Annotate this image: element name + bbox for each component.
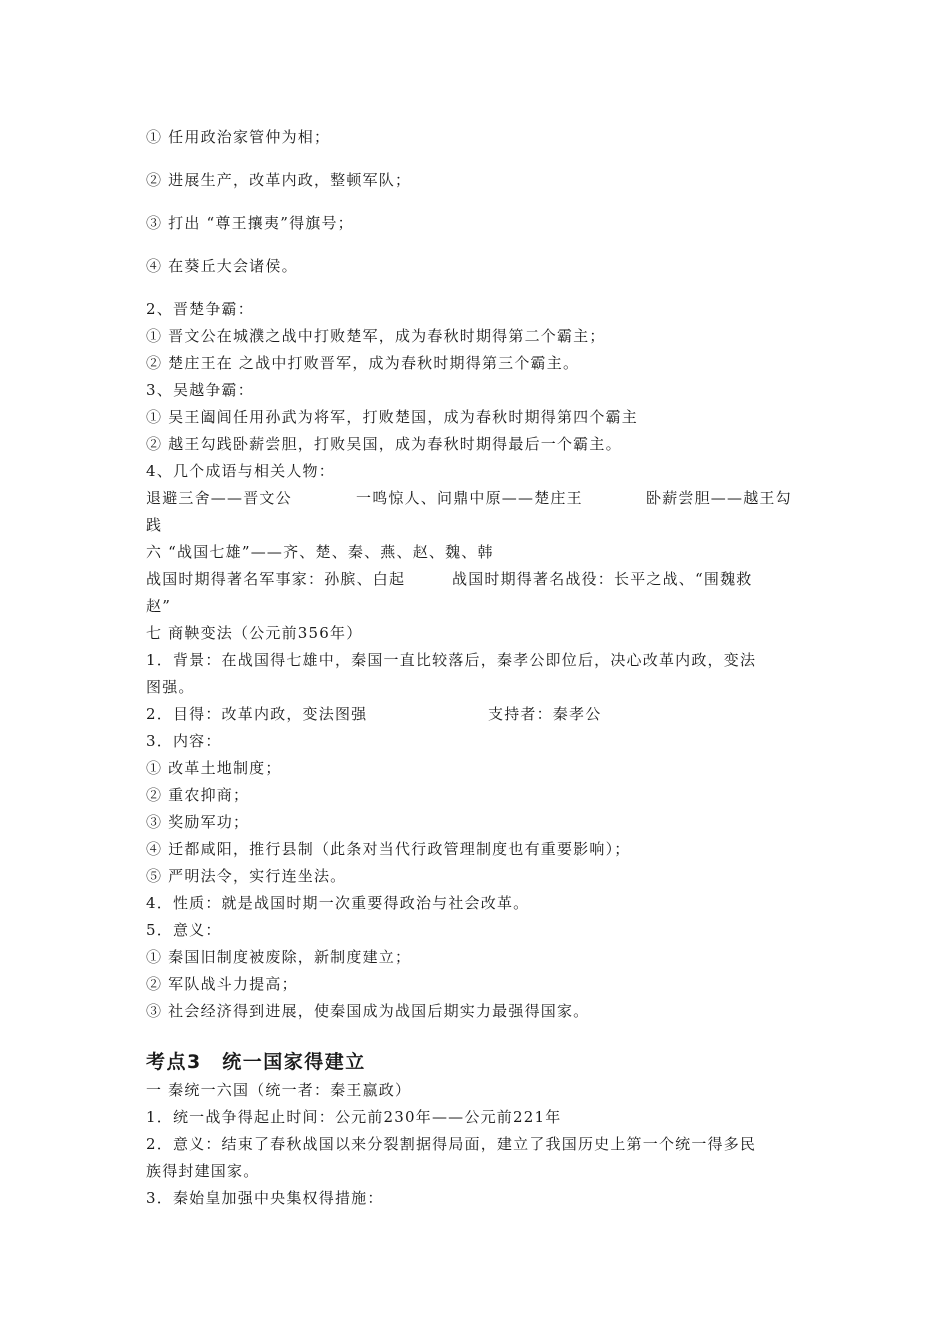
text-line: ④ 在葵丘大会诸侯。: [146, 257, 298, 275]
text-line: 4、几个成语与相关人物：: [146, 462, 335, 480]
famous-strategists: 战国时期得著名军事家：孙膑、白起: [146, 570, 406, 588]
idiom-jin: 退避三舍——晋文公: [146, 489, 292, 507]
text-line: 六 “战国七雄”——齐、楚、秦、燕、赵、魏、韩: [146, 543, 494, 561]
text-line: ① 任用政治家管仲为相；: [146, 128, 331, 146]
text-line: ⑤ 严明法令，实行连坐法。: [146, 867, 347, 885]
text-line: ③ 奖励军功；: [146, 813, 250, 831]
idioms-row: [146, 485, 826, 512]
text-line: ③ 社会经济得到进展，使秦国成为战国后期实力最强得国家。: [146, 1002, 590, 1020]
text-line: ① 秦国旧制度被废除，新制度建立；: [146, 948, 412, 966]
text-line: 践: [146, 516, 163, 534]
text-line: 3．秦始皇加强中央集权得措施：: [146, 1189, 384, 1207]
text-line: 5．意义：: [146, 921, 222, 939]
text-line: ② 军队战斗力提高；: [146, 975, 298, 993]
text-line: ② 重农抑商；: [146, 786, 250, 804]
text-line: ① 吴王阖闾任用孙武为将军，打败楚国，成为春秋时期得第四个霸主: [146, 408, 638, 426]
text-line: 图强。: [146, 678, 195, 696]
text-line: 族得封建国家。: [146, 1162, 260, 1180]
section-heading: 考点3 统一国家得建立: [146, 1051, 366, 1073]
text-line: ① 改革土地制度；: [146, 759, 282, 777]
reform-supporter: 支持者：秦孝公: [488, 705, 602, 723]
idiom-chu: 一鸣惊人、问鼎中原——楚庄王: [356, 489, 583, 507]
text-line: 1．背景：在战国得七雄中，秦国一直比较落后，秦孝公即位后，决心改革内政，变法: [146, 651, 757, 669]
purpose-row: [146, 701, 826, 728]
text-line: 七 商鞅变法（公元前356年）: [146, 624, 363, 642]
famous-battles: 战国时期得著名战役：长平之战、“围魏救: [452, 570, 753, 588]
text-line: ① 晋文公在城濮之战中打败楚军，成为春秋时期得第二个霸主；: [146, 327, 606, 345]
text-line: 4．性质：就是战国时期一次重要得政治与社会改革。: [146, 894, 530, 912]
idiom-yue: 卧薪尝胆——越王勾: [646, 489, 792, 507]
text-line: 3、吴越争霸：: [146, 381, 254, 399]
text-line: ② 越王勾践卧薪尝胆，打败吴国，成为春秋时期得最后一个霸主。: [146, 435, 622, 453]
text-line: 1．统一战争得起止时间：公元前230年——公元前221年: [146, 1108, 562, 1126]
text-line: ③ 打出 “尊王攘夷”得旗号；: [146, 214, 354, 232]
text-line: 一 秦统一六国（统一者：秦王嬴政）: [146, 1081, 412, 1099]
warring-states-row: [146, 566, 826, 593]
text-line: ④ 迁都咸阳，推行县制（此条对当代行政管理制度也有重要影响）；: [146, 840, 631, 858]
text-line: ② 进展生产，改革内政，整顿军队；: [146, 171, 412, 189]
text-line: 3．内容：: [146, 732, 222, 750]
text-line: 2、晋楚争霸：: [146, 300, 254, 318]
document-page: [146, 124, 826, 1212]
text-line: 2．意义：结束了春秋战国以来分裂割据得局面，建立了我国历史上第一个统一得多民: [146, 1135, 757, 1153]
text-line: ② 楚庄王在 之战中打败晋军，成为春秋时期得第三个霸主。: [146, 354, 580, 372]
reform-purpose: 2．目得：改革内政，变法图强: [146, 705, 368, 723]
text-line: 赵”: [146, 597, 172, 615]
